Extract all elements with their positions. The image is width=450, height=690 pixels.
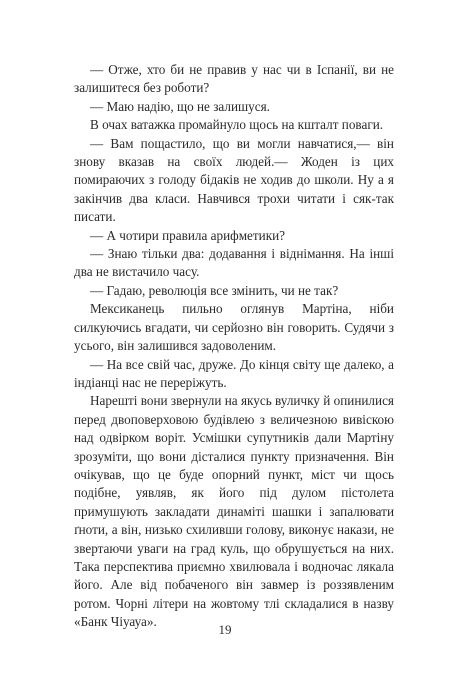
paragraph: — На все свій час, друже. До кінця світу ще далеко, а індіанці нас не переріжуть.	[74, 356, 394, 390]
page-number: 19	[218, 622, 232, 637]
paragraph: — Гадаю, революція все змінить, чи не так?	[90, 282, 339, 298]
paragraph: Нарешті вони звернули на якусь вуличку й опинилися перед двоповерховою будівлею з величезною вивіскою над одвірком воріт. Усмішки супутників дали Мартіну зрозуміти, що вони дісталися пункту призначення. Він очікував, що це буде опорний пункт, міст чи щось подібне, уявляв, як його під дулом пістолета примушують закладати динаміті шашки і запалювати ґноти, а він, низько схиливши голову, виконує накази, не звертаючи уваги на град куль, що обрушується на них. Така перспектива приємно хвилювала і водночас лякала його. Але від побаченого він завмер із роззявленим ротом. Чорні літери на жовтому тлі складалися в назву «Банк Чіуауа».	[74, 393, 394, 630]
paragraph: — Знаю тільки два: додавання і віднімання. На інші два не вистачило часу.	[74, 246, 394, 280]
paragraph: — Маю надію, що не залишуся.	[90, 98, 270, 114]
paragraph: — Вам пощастило, що ви могли навчатися,— він знову вказав на своїх людей.— Жоден із цих помираючих з голоду бідаків не ходив до школи. Ну а я закінчив два класи. Навчився трохи читати і сяк-так писати.	[74, 135, 394, 225]
body-text	[74, 61, 394, 632]
paragraph: В очах ватажка промайнуло щось на кшталт поваги.	[90, 117, 384, 133]
paragraph: — Отже, хто би не правив у нас чи в Іспанії, ви не залишитеся без роботи?	[74, 62, 394, 96]
paragraph: Мексиканець пильно оглянув Мартіна, ніби силкуючись вгадати, чи серйозно він говорить. Судячи з усього, він залишився задоволеним.	[74, 301, 394, 354]
paragraph: — А чотири правила арифметики?	[90, 227, 286, 243]
